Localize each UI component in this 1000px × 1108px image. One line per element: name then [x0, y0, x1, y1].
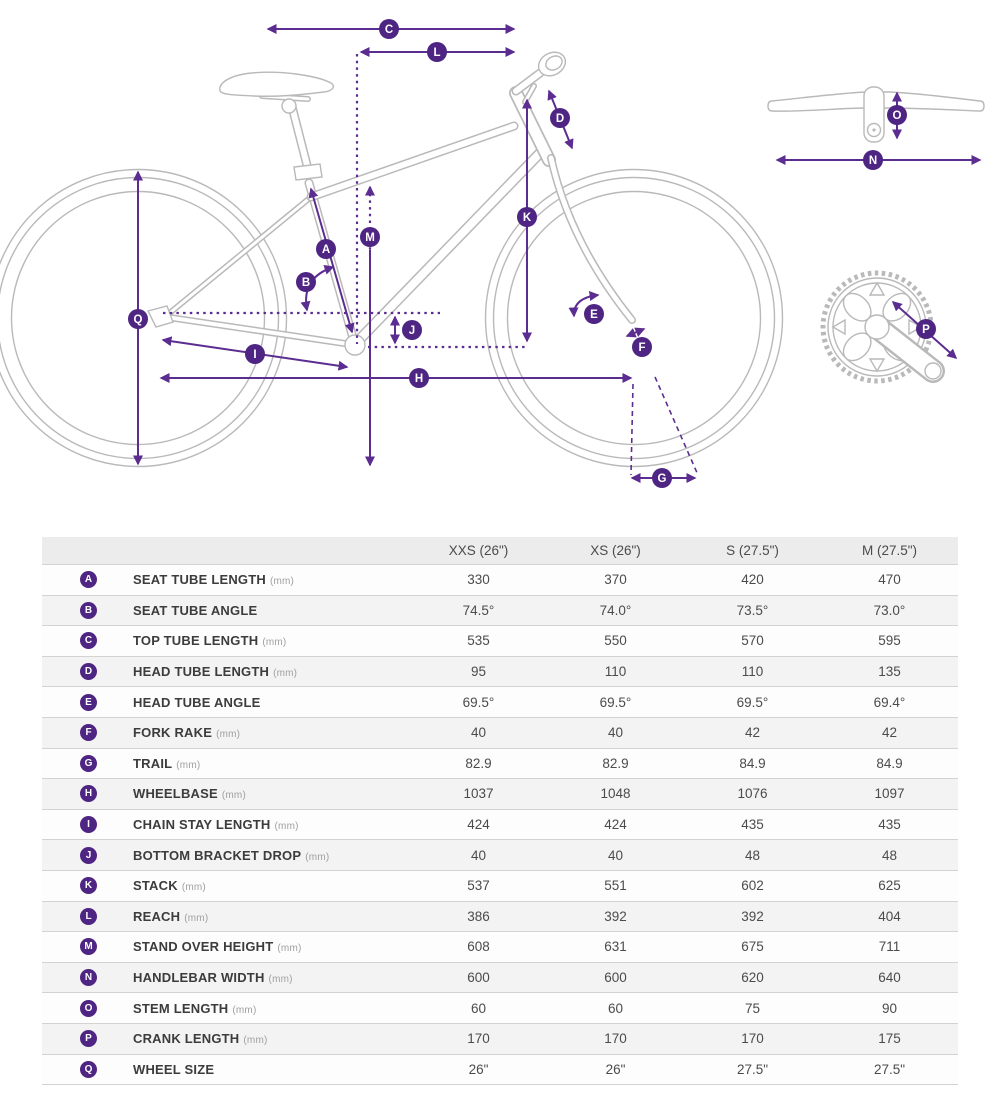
row-letter-badge	[80, 724, 97, 741]
spec-value-xxs: 386	[467, 908, 490, 924]
bike-frame	[148, 93, 632, 355]
spec-label-cell	[42, 663, 410, 680]
spec-value-xs: 170	[604, 1031, 627, 1047]
spec-value-xxs: 69.5°	[462, 694, 495, 710]
spec-unit: (mm)	[305, 851, 330, 863]
row-letter: B	[84, 604, 93, 616]
spec-value-s: 73.5°	[736, 602, 769, 618]
spec-name: WHEELBASE	[133, 786, 218, 802]
diagram-badge-A	[316, 239, 336, 259]
diagram-badge-I	[245, 344, 265, 364]
spec-label	[133, 664, 297, 679]
spec-value-xxs: 170	[467, 1031, 490, 1047]
row-letter: J	[85, 849, 92, 861]
rear-dropout	[148, 306, 173, 327]
spec-value-m: 435	[878, 817, 901, 833]
spec-unit: (mm)	[184, 912, 209, 924]
seat-clamp-collar	[294, 164, 322, 180]
spec-value-xs: 392	[604, 908, 627, 924]
table-header	[42, 537, 958, 564]
spec-value-s: 75	[744, 1000, 761, 1016]
diagram-badge-C	[379, 19, 399, 39]
spec-value-m: 48	[881, 847, 898, 863]
spec-unit: (mm)	[274, 821, 299, 833]
diagram-badge-H	[409, 368, 429, 388]
table-row	[42, 1023, 958, 1054]
table-row	[42, 748, 958, 779]
svg-text:J: J	[408, 325, 416, 337]
spec-label	[133, 633, 286, 648]
table-row	[42, 901, 958, 932]
row-letter-badge	[80, 785, 97, 802]
table-body	[42, 564, 958, 1084]
spec-label-cell	[42, 938, 410, 955]
spec-value-s: 110	[741, 664, 764, 680]
spec-label-cell	[42, 785, 410, 802]
svg-text:E: E	[590, 309, 598, 321]
table-row	[42, 595, 958, 626]
spec-value-m: 27.5"	[873, 1061, 906, 1077]
spec-value-m: 711	[878, 939, 901, 955]
spec-value-xxs: 60	[470, 1000, 487, 1016]
spec-value-s: 620	[741, 970, 764, 986]
row-letter-badge	[80, 908, 97, 925]
spec-label-cell	[42, 969, 410, 986]
diagram-badge-K	[517, 207, 537, 227]
spec-value-xs: 370	[604, 572, 627, 588]
svg-text:N: N	[868, 155, 878, 167]
spec-name: TRAIL	[133, 755, 173, 771]
table-row	[42, 839, 958, 870]
spec-value-xxs: 82.9	[465, 755, 492, 771]
trail-vertical-line	[631, 384, 633, 475]
spec-value-m: 73.0°	[873, 602, 906, 618]
row-letter: E	[85, 696, 92, 708]
spec-name: STAND OVER HEIGHT	[133, 939, 274, 955]
spec-value-s: 84.9	[739, 755, 766, 771]
spec-value-m: 175	[878, 1031, 901, 1047]
spec-unit: (mm)	[243, 1035, 268, 1047]
spec-name: STACK	[133, 878, 178, 894]
spec-label-cell	[42, 602, 410, 619]
column-header-m: M (27.5")	[861, 543, 918, 558]
row-letter: P	[85, 1033, 92, 1045]
spec-value-m: 640	[878, 970, 901, 986]
spec-label	[133, 572, 294, 587]
table-row	[42, 717, 958, 748]
spec-value-xxs: 600	[467, 970, 490, 986]
crank-axle	[865, 315, 889, 339]
spec-value-xs: 82.9	[602, 755, 629, 771]
spec-unit: (mm)	[268, 974, 293, 986]
diagram-badge-D	[550, 108, 570, 128]
row-letter: Q	[84, 1063, 93, 1075]
spec-value-xs: 1048	[600, 786, 631, 802]
table-row	[42, 686, 958, 717]
column-header-xs: XS (26")	[590, 543, 641, 558]
spec-value-xxs: 40	[470, 847, 487, 863]
dim-fork-rake-F	[627, 329, 644, 336]
svg-text:A: A	[321, 244, 331, 256]
spec-value-xs: 40	[607, 847, 624, 863]
spec-name: REACH	[133, 908, 181, 924]
spec-name: SEAT TUBE LENGTH	[133, 572, 266, 588]
spec-value-s: 48	[744, 847, 761, 863]
row-letter: K	[84, 880, 93, 892]
spec-value-xxs: 74.5°	[462, 602, 495, 618]
svg-text:I: I	[253, 349, 257, 361]
spec-value-m: 42	[881, 725, 898, 741]
spec-label-cell	[42, 816, 410, 833]
spec-label-cell	[42, 877, 410, 894]
spec-label	[133, 848, 329, 863]
spec-name: BOTTOM BRACKET DROP	[133, 847, 302, 863]
spec-value-xs: 40	[607, 725, 624, 741]
spec-value-s: 69.5°	[736, 694, 769, 710]
spec-label	[133, 817, 299, 832]
table-row	[42, 656, 958, 687]
spec-value-s: 420	[741, 572, 764, 588]
spec-label-cell	[42, 1000, 410, 1017]
spec-value-xxs: 537	[467, 878, 490, 894]
spec-name: CRANK LENGTH	[133, 1031, 240, 1047]
dim-seat-tube-A	[311, 189, 352, 332]
table-row	[42, 809, 958, 840]
table-row	[42, 962, 958, 993]
spec-value-xxs: 535	[467, 633, 490, 649]
spec-value-xxs: 40	[470, 725, 487, 741]
spec-value-xs: 26"	[605, 1061, 626, 1077]
svg-text:M: M	[365, 232, 375, 244]
svg-text:L: L	[433, 47, 441, 59]
table-row	[42, 625, 958, 656]
spec-name: WHEEL SIZE	[133, 1061, 215, 1077]
spec-value-xxs: 1037	[463, 786, 494, 802]
diagram-badge-O	[887, 105, 907, 125]
row-letter: H	[84, 788, 93, 800]
spec-unit: (mm)	[232, 1004, 257, 1016]
svg-text:Q: Q	[133, 314, 143, 326]
spec-unit: (mm)	[176, 759, 201, 771]
diagram-badge-G	[652, 468, 672, 488]
svg-text:K: K	[522, 212, 532, 224]
spec-value-s: 170	[741, 1031, 764, 1047]
row-letter: A	[84, 574, 93, 586]
svg-text:H: H	[414, 373, 424, 385]
spec-unit: (mm)	[262, 637, 287, 649]
row-letter: D	[84, 666, 93, 678]
spec-value-s: 392	[741, 908, 764, 924]
row-letter: N	[84, 972, 93, 984]
row-letter-badge	[80, 571, 97, 588]
spec-label-cell	[42, 571, 410, 588]
bottom-bracket	[345, 335, 365, 355]
spec-value-xs: 110	[604, 664, 627, 680]
spec-name: STEM LENGTH	[133, 1000, 229, 1016]
spec-label	[133, 1062, 218, 1077]
table-row	[42, 870, 958, 901]
svg-text:O: O	[892, 110, 902, 122]
spec-label	[133, 695, 264, 710]
pedal-hole	[925, 363, 941, 379]
spec-value-m: 404	[878, 908, 901, 924]
spec-label-cell	[42, 755, 410, 772]
row-letter: M	[84, 941, 93, 953]
row-letter-badge	[80, 1000, 97, 1017]
spec-unit: (mm)	[221, 790, 246, 802]
spec-value-xs: 551	[604, 878, 627, 894]
spec-value-s: 435	[741, 817, 764, 833]
spec-label	[133, 1001, 257, 1016]
row-letter-badge	[80, 602, 97, 619]
table-row	[42, 931, 958, 962]
diagram-badge-J	[402, 320, 422, 340]
spec-label-cell	[42, 908, 410, 925]
spec-value-s: 1076	[737, 786, 768, 802]
bike-geometry-diagram	[0, 0, 1000, 525]
svg-text:P: P	[922, 324, 930, 336]
spec-name: HEAD TUBE LENGTH	[133, 664, 270, 680]
saddle-and-seatpost	[220, 72, 334, 180]
spec-name: HEAD TUBE ANGLE	[133, 694, 261, 710]
saddle-rail-clamp	[282, 99, 296, 113]
handlebar-top-view	[768, 87, 984, 142]
column-header-xxs: XXS (26")	[448, 543, 509, 558]
diagram-badge-L	[427, 42, 447, 62]
spec-value-m: 625	[878, 878, 901, 894]
spec-value-xxs: 95	[470, 664, 487, 680]
spec-value-xs: 600	[604, 970, 627, 986]
spec-value-xxs: 330	[467, 572, 490, 588]
spec-value-s: 27.5"	[736, 1061, 769, 1077]
geometry-table	[42, 537, 958, 1085]
spec-value-s: 675	[741, 939, 764, 955]
spec-label-cell	[42, 1061, 410, 1078]
svg-text:F: F	[638, 342, 646, 354]
spec-value-s: 570	[741, 633, 764, 649]
diagram-badge-M	[360, 227, 380, 247]
spec-value-xs: 69.5°	[599, 694, 632, 710]
spec-label	[133, 1031, 268, 1046]
table-row	[42, 778, 958, 809]
spec-unit: (mm)	[181, 882, 206, 894]
spec-value-xs: 550	[604, 633, 627, 649]
row-letter-badge	[80, 694, 97, 711]
spec-label	[133, 725, 240, 740]
spec-name: TOP TUBE LENGTH	[133, 633, 259, 649]
spec-label	[133, 909, 208, 924]
spec-name: HANDLEBAR WIDTH	[133, 970, 265, 986]
spec-value-m: 90	[881, 1000, 898, 1016]
spec-unit: (mm)	[273, 668, 298, 680]
spec-value-xs: 60	[607, 1000, 624, 1016]
svg-text:B: B	[301, 277, 311, 289]
spec-name: FORK RAKE	[133, 725, 213, 741]
table-row	[42, 564, 958, 595]
row-letter-badge	[80, 1030, 97, 1047]
row-letter: F	[85, 727, 92, 739]
spec-value-xxs: 424	[467, 817, 490, 833]
spec-value-m: 69.4°	[873, 694, 906, 710]
saddle	[220, 72, 334, 96]
spec-unit: (mm)	[269, 576, 295, 588]
spec-name: SEAT TUBE ANGLE	[133, 602, 258, 618]
spec-label	[133, 603, 261, 618]
row-letter: L	[85, 910, 92, 922]
spec-label	[133, 756, 200, 771]
spec-label	[133, 970, 293, 985]
spec-value-s: 42	[744, 725, 761, 741]
row-letter: C	[84, 635, 93, 647]
table-row	[42, 1054, 958, 1085]
row-letter-badge	[80, 847, 97, 864]
row-letter-badge	[80, 632, 97, 649]
table-row	[42, 992, 958, 1023]
row-letter-badge	[80, 663, 97, 680]
spec-value-xs: 74.0°	[599, 602, 632, 618]
spec-value-m: 1097	[874, 786, 905, 802]
row-letter-badge	[80, 969, 97, 986]
spec-value-xxs: 608	[467, 939, 490, 955]
spec-label-cell	[42, 694, 410, 711]
diagram-badge-E	[584, 304, 604, 324]
diagram-badge-F	[632, 337, 652, 357]
row-letter-badge	[80, 877, 97, 894]
spec-unit: (mm)	[216, 729, 241, 741]
spec-value-m: 595	[878, 633, 901, 649]
svg-text:C: C	[384, 24, 394, 36]
spec-value-m: 470	[878, 572, 901, 588]
row-letter-badge	[80, 938, 97, 955]
spec-label-cell	[42, 847, 410, 864]
diagram-badge-B	[296, 272, 316, 292]
spec-label	[133, 878, 206, 893]
row-letter: I	[87, 819, 90, 831]
column-header-s: S (27.5")	[726, 543, 779, 558]
spec-label-cell	[42, 632, 410, 649]
spec-label-cell	[42, 724, 410, 741]
spec-label-cell	[42, 1030, 410, 1047]
spec-name: CHAIN STAY LENGTH	[133, 817, 271, 833]
spec-label	[133, 786, 246, 801]
row-letter: O	[84, 1002, 93, 1014]
spec-unit: (mm)	[277, 943, 302, 955]
row-letter-badge	[80, 1061, 97, 1078]
diagram-badge-N	[863, 150, 883, 170]
spec-label	[133, 939, 302, 954]
spec-value-xs: 631	[604, 939, 627, 955]
svg-text:D: D	[555, 113, 565, 125]
row-letter-badge	[80, 816, 97, 833]
row-letter-badge	[80, 755, 97, 772]
spec-value-s: 602	[741, 878, 764, 894]
svg-text:G: G	[657, 473, 667, 485]
diagram-badge-P	[916, 319, 936, 339]
diagram-badge-Q	[128, 309, 148, 329]
spec-value-m: 84.9	[876, 755, 903, 771]
spec-value-xxs: 26"	[468, 1061, 489, 1077]
row-letter: G	[84, 757, 93, 769]
spec-value-m: 135	[878, 664, 901, 680]
spec-value-xs: 424	[604, 817, 627, 833]
